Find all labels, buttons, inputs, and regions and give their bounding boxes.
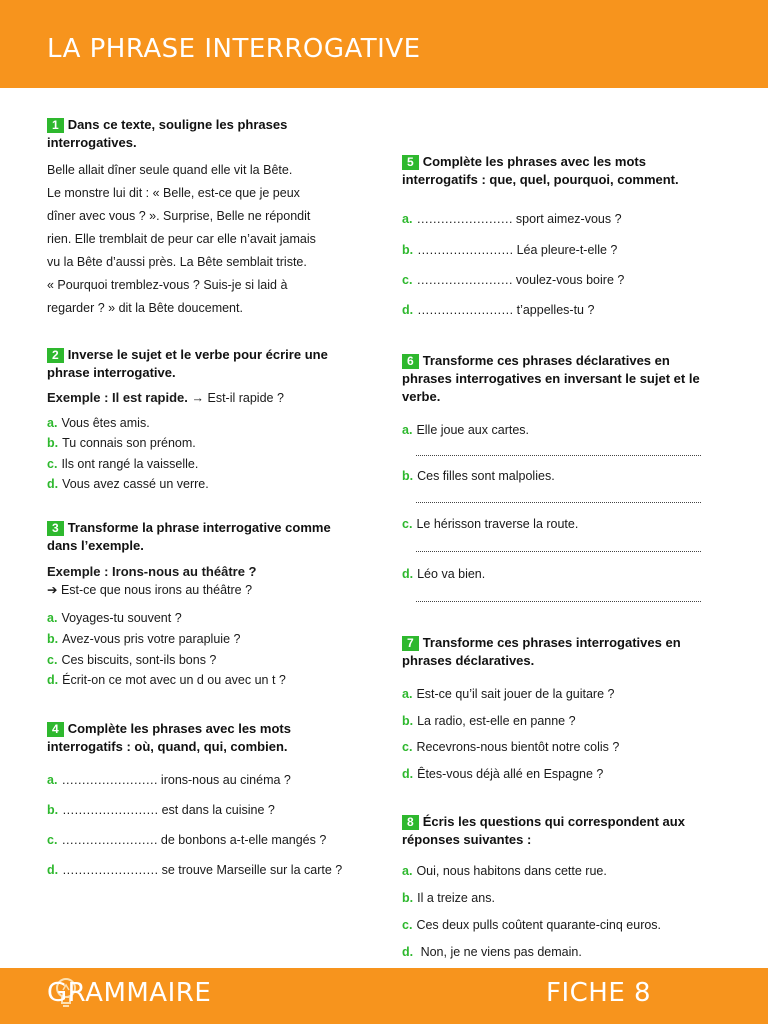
- example-answer: → Est-il rapide ?: [191, 391, 284, 405]
- exercise-number-badge: 4: [47, 722, 64, 737]
- example-label: Exemple : Il est rapide.: [47, 390, 188, 405]
- exercise-2-title: [47, 346, 357, 382]
- page-title: LA PHRASE INTERROGATIVE: [47, 34, 421, 64]
- text-line: rien. Elle tremblait de peur car elle n’avait jamais: [47, 232, 316, 246]
- text-line: Le monstre lui dit : « Belle, est-ce que je peux: [47, 186, 300, 200]
- list-item: c. Recevrons-nous bientôt notre colis ?: [402, 740, 620, 754]
- exercise-number-badge: 1: [47, 118, 64, 133]
- list-item: d. Non, je ne viens pas demain.: [402, 945, 582, 959]
- exercise-5-title: [402, 153, 722, 189]
- blank[interactable]: ……………………: [417, 303, 514, 317]
- fill-blank-item: b. …………………… est dans la cuisine ?: [47, 803, 275, 817]
- fill-blank-item: a. …………………… sport aimez-vous ?: [402, 212, 622, 226]
- exercise-number-badge: 8: [402, 815, 419, 830]
- list-item: c. Ces deux pulls coûtent quarante-cinq euros.: [402, 918, 662, 932]
- exercise-7-title: [402, 634, 722, 670]
- answer-line[interactable]: [416, 551, 701, 552]
- text-line: dîner avec vous ? ». Surprise, Belle ne répondit: [47, 209, 311, 223]
- blank[interactable]: ……………………: [416, 212, 513, 226]
- exercise-8-title: [402, 813, 722, 849]
- list-item: b. Avez-vous pris votre parapluie ?: [47, 632, 241, 646]
- list-item: a. Oui, nous habitons dans cette rue.: [402, 864, 607, 878]
- list-item: c. Ces biscuits, sont-ils bons ?: [47, 653, 217, 667]
- blank[interactable]: ……………………: [61, 833, 158, 847]
- answer-line[interactable]: [416, 601, 701, 602]
- list-item: a. Voyages-tu souvent ?: [47, 611, 182, 625]
- exercise-3-example: [47, 563, 257, 581]
- exercise-4-title: [47, 720, 347, 756]
- list-item: d. Écrit-on ce mot avec un d ou avec un t ?: [47, 673, 286, 687]
- footer-bar: [0, 968, 768, 1024]
- exercise-instruction: Dans ce texte, souligne les phrases interrogatives.: [47, 117, 288, 150]
- text-line: Belle allait dîner seule quand elle vit la Bête.: [47, 163, 293, 177]
- footer-sheet-number: FICHE 8: [546, 978, 652, 1008]
- fill-blank-item: d. …………………… t’appelles-tu ?: [402, 303, 595, 317]
- text-line: regarder ? » dit la Bête doucement.: [47, 301, 243, 315]
- list-item: a. Est-ce qu’il sait jouer de la guitare ?: [402, 687, 615, 701]
- list-item: b. Ces filles sont malpolies.: [402, 469, 555, 483]
- blank[interactable]: ……………………: [62, 803, 159, 817]
- fill-blank-item: b. …………………… Léa pleure-t-elle ?: [402, 243, 618, 257]
- exercise-1-text: [47, 159, 316, 320]
- exercise-2-example: [47, 389, 284, 407]
- blank[interactable]: ……………………: [417, 243, 514, 257]
- list-item: b. La radio, est-elle en panne ?: [402, 714, 576, 728]
- exercise-1-title: [47, 116, 347, 152]
- blank[interactable]: ……………………: [416, 273, 513, 287]
- list-item: d. Êtes-vous déjà allé en Espagne ?: [402, 767, 604, 781]
- list-item: b. Il a treize ans.: [402, 891, 495, 905]
- exercise-instruction: Transforme ces phrases déclaratives en phrases interrogatives en inversant le sujet et le verbe.: [402, 353, 700, 404]
- fill-blank-item: c. …………………… de bonbons a-t-elle mangés ?: [47, 833, 327, 847]
- text-line: vu la Bête d’aussi près. La Bête semblait triste.: [47, 255, 307, 269]
- answer-line[interactable]: [416, 502, 701, 503]
- list-item: c. Ils ont rangé la vaisselle.: [47, 457, 199, 471]
- fill-blank-item: c. …………………… voulez-vous boire ?: [402, 273, 625, 287]
- exercise-instruction: Transforme la phrase interrogative comme dans l’exemple.: [47, 520, 331, 553]
- list-item: c. Le hérisson traverse la route.: [402, 517, 579, 531]
- answer-line[interactable]: [416, 455, 701, 456]
- exercise-instruction: Complète les phrases avec les mots interrogatifs : que, quel, pourquoi, comment.: [402, 154, 679, 187]
- blank[interactable]: ……………………: [61, 773, 158, 787]
- exercise-instruction: Complète les phrases avec les mots interrogatifs : où, quand, qui, combien.: [47, 721, 291, 754]
- list-item: a. Vous êtes amis.: [47, 416, 150, 430]
- exercise-3-title: [47, 519, 357, 555]
- blank[interactable]: ……………………: [62, 863, 159, 877]
- exercise-number-badge: 5: [402, 155, 419, 170]
- example-label: Exemple : Irons-nous au théâtre ?: [47, 564, 257, 579]
- exercise-instruction: Écris les questions qui correspondent aux réponses suivantes :: [402, 814, 685, 847]
- list-item: b. Tu connais son prénom.: [47, 436, 196, 450]
- list-item: a. Elle joue aux cartes.: [402, 423, 529, 437]
- exercise-6-title: [402, 352, 722, 406]
- exercise-number-badge: 2: [47, 348, 64, 363]
- list-item: d. Léo va bien.: [402, 567, 486, 581]
- exercise-instruction: Inverse le sujet et le verbe pour écrire une phrase interrogative.: [47, 347, 328, 380]
- exercise-number-badge: 7: [402, 636, 419, 651]
- example-answer: ➔ Est-ce que nous irons au théâtre ?: [47, 583, 253, 597]
- header-bar: [0, 0, 768, 88]
- list-item: d. Vous avez cassé un verre.: [47, 477, 209, 491]
- footer-subject: GRAMMAIRE: [47, 978, 212, 1008]
- fill-blank-item: a. …………………… irons-nous au cinéma ?: [47, 773, 291, 787]
- fill-blank-item: d. …………………… se trouve Marseille sur la carte ?: [47, 863, 343, 877]
- exercise-number-badge: 6: [402, 354, 419, 369]
- exercise-number-badge: 3: [47, 521, 64, 536]
- exercise-instruction: Transforme ces phrases interrogatives en phrases déclaratives.: [402, 635, 681, 668]
- text-line: « Pourquoi tremblez-vous ? Suis-je si laid à: [47, 278, 288, 292]
